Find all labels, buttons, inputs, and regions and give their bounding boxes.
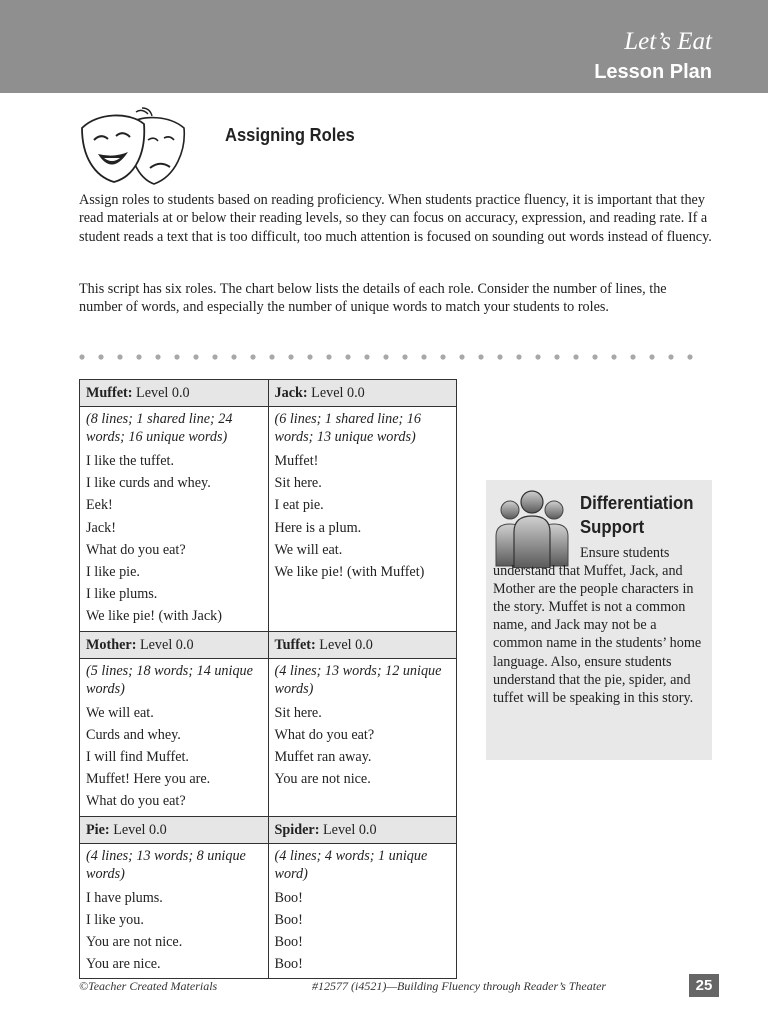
script-line: I like the tuffet. (86, 453, 174, 469)
divider-dot (554, 354, 559, 359)
role-lines (268, 843, 457, 979)
role-lines (80, 658, 269, 816)
role-header: Jack: Level 0.0 (268, 380, 457, 407)
script-line: You are nice. (86, 956, 161, 973)
roles-table (79, 379, 457, 979)
footer-copyright: ©Teacher Created Materials (79, 979, 218, 993)
dotted-divider (79, 351, 719, 363)
divider-dot (231, 354, 236, 359)
divider-dot (535, 354, 540, 359)
page-number: 25 (689, 974, 719, 997)
script-line: We will eat. (86, 704, 154, 721)
script-line: What do you eat? (86, 793, 186, 810)
divider-dot (687, 354, 692, 359)
sidebar-text: Ensure students understand that Muffet, Jack, and Mother are the people characters in the story. Muffet is not a common name, and Jack may not be a common name in the students’ home language. Also, ensure students understand that the pie, spider, and tuffet will be speaking in this story. (493, 545, 702, 706)
script-line: Muffet! Here you are. (86, 771, 211, 788)
divider-dot (497, 354, 502, 359)
roles-paragraph: This script has six roles. The chart below lists the details of each role. Consider the number of lines, the number of words, and especially the number of unique words to match your students to roles. (79, 281, 667, 316)
divider-dot (383, 354, 388, 359)
script-line: I will find Muffet. (86, 749, 189, 766)
role-header: Mother: Level 0.0 (80, 631, 269, 658)
divider-dot (117, 354, 122, 359)
role-lines (80, 843, 269, 979)
divider-dot (402, 354, 407, 359)
role-stats: (8 lines; 1 shared line; 24 words; 16 unique words) (86, 411, 233, 445)
script-line: Sit here. (274, 475, 322, 492)
divider-dot (98, 354, 103, 359)
divider-dot (288, 354, 293, 359)
role-header: Pie: Level 0.0 (80, 816, 269, 843)
script-line: I like plums. (86, 586, 158, 603)
divider-dot (611, 354, 616, 359)
role-lines (268, 658, 457, 816)
script-line: We will eat. (274, 541, 343, 558)
divider-dot (421, 354, 426, 359)
differentiation-support-box (486, 480, 712, 760)
divider-dot (592, 354, 597, 359)
divider-dot (478, 354, 483, 359)
script-line: What do you eat? (86, 541, 186, 558)
script-line: Here is a plum. (274, 519, 362, 536)
script-line: I have plums. (86, 889, 163, 906)
role-stats: (5 lines; 18 words; 14 unique words) (86, 662, 253, 697)
divider-dot (174, 354, 179, 359)
theater-masks-icon (78, 106, 190, 188)
script-line: We like pie! (with Muffet) (274, 564, 425, 581)
divider-dot (250, 354, 255, 359)
script-line: What do you eat? (274, 726, 375, 743)
script-line: Muffet ran away. (274, 749, 372, 766)
divider-dot (440, 354, 445, 359)
role-header: Spider: Level 0.0 (268, 816, 457, 843)
role-header: Muffet: Level 0.0 (80, 380, 269, 407)
script-line: Muffet! (274, 453, 319, 469)
role-stats: (4 lines; 13 words; 8 unique words) (86, 847, 246, 882)
script-line: I like curds and whey. (86, 475, 211, 492)
divider-dot (516, 354, 521, 359)
script-line: Boo! (274, 956, 303, 973)
sidebar-title: Differentiation Support (580, 493, 694, 537)
role-header: Tuffet: Level 0.0 (268, 631, 457, 658)
divider-dot (212, 354, 217, 359)
script-line: Boo! (274, 911, 303, 928)
page-subtitle: Lesson Plan (594, 61, 712, 83)
divider-dot (79, 354, 84, 359)
script-line: You are not nice. (274, 771, 371, 788)
book-title: Let’s Eat (624, 28, 712, 55)
role-stats: (6 lines; 1 shared line; 16 words; 13 unique words) (274, 411, 421, 445)
intro-paragraph: Assign roles to students based on reading proficiency. When students practice fluency, it is important that they read materials at or below their reading levels, so they can focus on accuracy, expression, and reading rate. If a student reads a text that is too difficult, too much attention is focused on sounding out words instead of fluency. (79, 192, 712, 245)
divider-dot (459, 354, 464, 359)
divider-dot (649, 354, 654, 359)
script-line: Curds and whey. (86, 726, 181, 743)
divider-dot (345, 354, 350, 359)
divider-dot (269, 354, 274, 359)
divider-dot (136, 354, 141, 359)
script-line: We like pie! (with Jack) (86, 608, 222, 625)
divider-dot (326, 354, 331, 359)
divider-dot (307, 354, 312, 359)
script-line: Eek! (86, 497, 113, 514)
script-line: Boo! (274, 889, 303, 906)
script-line: I like you. (86, 911, 144, 928)
role-lines (268, 407, 457, 632)
divider-dot (573, 354, 578, 359)
divider-dot (630, 354, 635, 359)
script-line: Sit here. (274, 704, 322, 721)
role-stats: (4 lines; 4 words; 1 unique word) (274, 847, 428, 882)
role-lines (80, 407, 269, 632)
role-stats: (4 lines; 13 words; 12 unique words) (274, 662, 442, 697)
divider-dot (193, 354, 198, 359)
script-line: I like pie. (86, 564, 140, 581)
script-line: Boo! (274, 934, 303, 951)
header-banner (0, 0, 768, 93)
divider-dot (668, 354, 673, 359)
section-title: Assigning Roles (225, 125, 355, 145)
footer-book-info: #12577 (i4521)—Building Fluency through Reader’s Theater (312, 979, 607, 993)
script-line: Jack! (86, 519, 116, 536)
script-line: I eat pie. (274, 497, 324, 514)
divider-dot (155, 354, 160, 359)
script-line: You are not nice. (86, 934, 183, 951)
divider-dot (364, 354, 369, 359)
